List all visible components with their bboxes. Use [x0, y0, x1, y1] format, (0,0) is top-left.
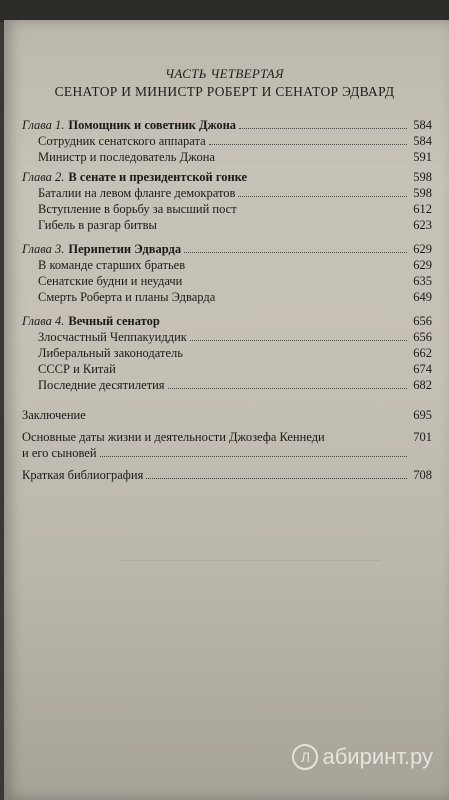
- page-number: 656: [413, 314, 432, 328]
- dot-leader: [100, 456, 407, 457]
- toc-item: [38, 376, 432, 392]
- toc-dates-line1: [22, 428, 432, 444]
- item-title-continued: и его сыновей: [22, 446, 97, 460]
- item-title: Либеральный законодатель: [38, 346, 183, 360]
- chapter-title: Помощник и советник Джона: [68, 118, 237, 132]
- dot-leader: [190, 340, 407, 341]
- dot-leader: [238, 196, 407, 197]
- bleed-through-text: [120, 560, 380, 681]
- toc-bibliography: [22, 466, 432, 482]
- page-number: 623: [413, 218, 432, 232]
- dot-leader: [239, 128, 407, 129]
- item-title: Последние десятилетия: [38, 378, 165, 392]
- item-title: Основные даты жизни и деятельности Джозефа Кеннеди: [22, 430, 325, 444]
- toc-chapter-1: [22, 116, 432, 132]
- chapter-label: Глава 2.: [22, 170, 65, 184]
- dot-leader: [209, 144, 407, 145]
- toc-chapter-2: [22, 168, 432, 184]
- chapter-label: Глава 4.: [22, 314, 65, 328]
- page-number: 629: [413, 258, 432, 272]
- page-number: 682: [413, 378, 432, 392]
- item-title: Злосчастный Чеппакуиддик: [38, 330, 187, 344]
- page-number: 598: [413, 170, 432, 184]
- item-title: Смерть Роберта и планы Эдварда: [38, 290, 216, 304]
- page-number: 649: [413, 290, 432, 304]
- toc-item: [38, 184, 432, 200]
- part-title: СЕНАТОР И МИНИСТР РОБЕРТ И СЕНАТОР ЭДВАРД: [54, 84, 395, 99]
- item-title: В команде старших братьев: [38, 258, 186, 272]
- toc-item: [38, 132, 432, 148]
- item-title: Министр и последователь Джона: [38, 150, 215, 164]
- toc-item: [38, 288, 432, 304]
- page-number: 591: [413, 150, 432, 164]
- item-title: Вступление в борьбу за высший пост: [38, 202, 237, 216]
- chapter-title: Вечный сенатор: [68, 314, 160, 328]
- toc-chapter-4: [22, 312, 432, 328]
- labirint-logo-icon: Л: [292, 744, 318, 770]
- toc-item: [38, 216, 432, 232]
- chapter-title: В сенате и президентской гонке: [68, 170, 248, 184]
- chapter-title: Перипетии Эдварда: [68, 242, 182, 256]
- watermark-text: абиринт.ру: [322, 744, 433, 769]
- toc-item: [38, 200, 432, 216]
- page-number: 656: [413, 330, 432, 344]
- chapter-label: Глава 3.: [22, 242, 65, 256]
- item-title: СССР и Китай: [38, 362, 116, 376]
- item-title: Гибель в разгар битвы: [38, 218, 157, 232]
- toc-item: [38, 256, 432, 272]
- chapter-label: Глава 1.: [22, 118, 65, 132]
- toc-item: [38, 360, 432, 376]
- watermark: [292, 744, 433, 770]
- dot-leader: [184, 252, 407, 253]
- dot-leader: [146, 478, 407, 479]
- part-label: ЧАСТЬ ЧЕТВЕРТАЯ: [165, 66, 284, 81]
- page-number: 635: [413, 274, 432, 288]
- item-title: Сотрудник сенатского аппарата: [38, 134, 206, 148]
- page-number: 584: [413, 118, 432, 132]
- item-title: Краткая библиография: [22, 468, 144, 482]
- toc-chapter-3: [22, 240, 432, 256]
- page-number: 674: [413, 362, 432, 376]
- page-number: 598: [413, 186, 432, 200]
- page-number: 584: [413, 134, 432, 148]
- item-title: Заключение: [22, 408, 86, 422]
- dot-leader: [168, 388, 407, 389]
- toc-item: [38, 148, 432, 164]
- book-binding-shadow: [0, 0, 449, 22]
- page-number: 662: [413, 346, 432, 360]
- toc-item: [38, 272, 432, 288]
- page-number: 629: [413, 242, 432, 256]
- page-number: 701: [413, 430, 432, 444]
- toc-item: [38, 328, 432, 344]
- toc-item: [38, 344, 432, 360]
- item-title: Баталии на левом фланге демократов: [38, 186, 236, 200]
- page-number: 708: [413, 468, 432, 482]
- page-number: 612: [413, 202, 432, 216]
- toc-dates-line2: [22, 444, 432, 460]
- item-title: Сенатские будни и неудачи: [38, 274, 183, 288]
- page-number: 695: [413, 408, 432, 422]
- toc-conclusion: [22, 406, 432, 422]
